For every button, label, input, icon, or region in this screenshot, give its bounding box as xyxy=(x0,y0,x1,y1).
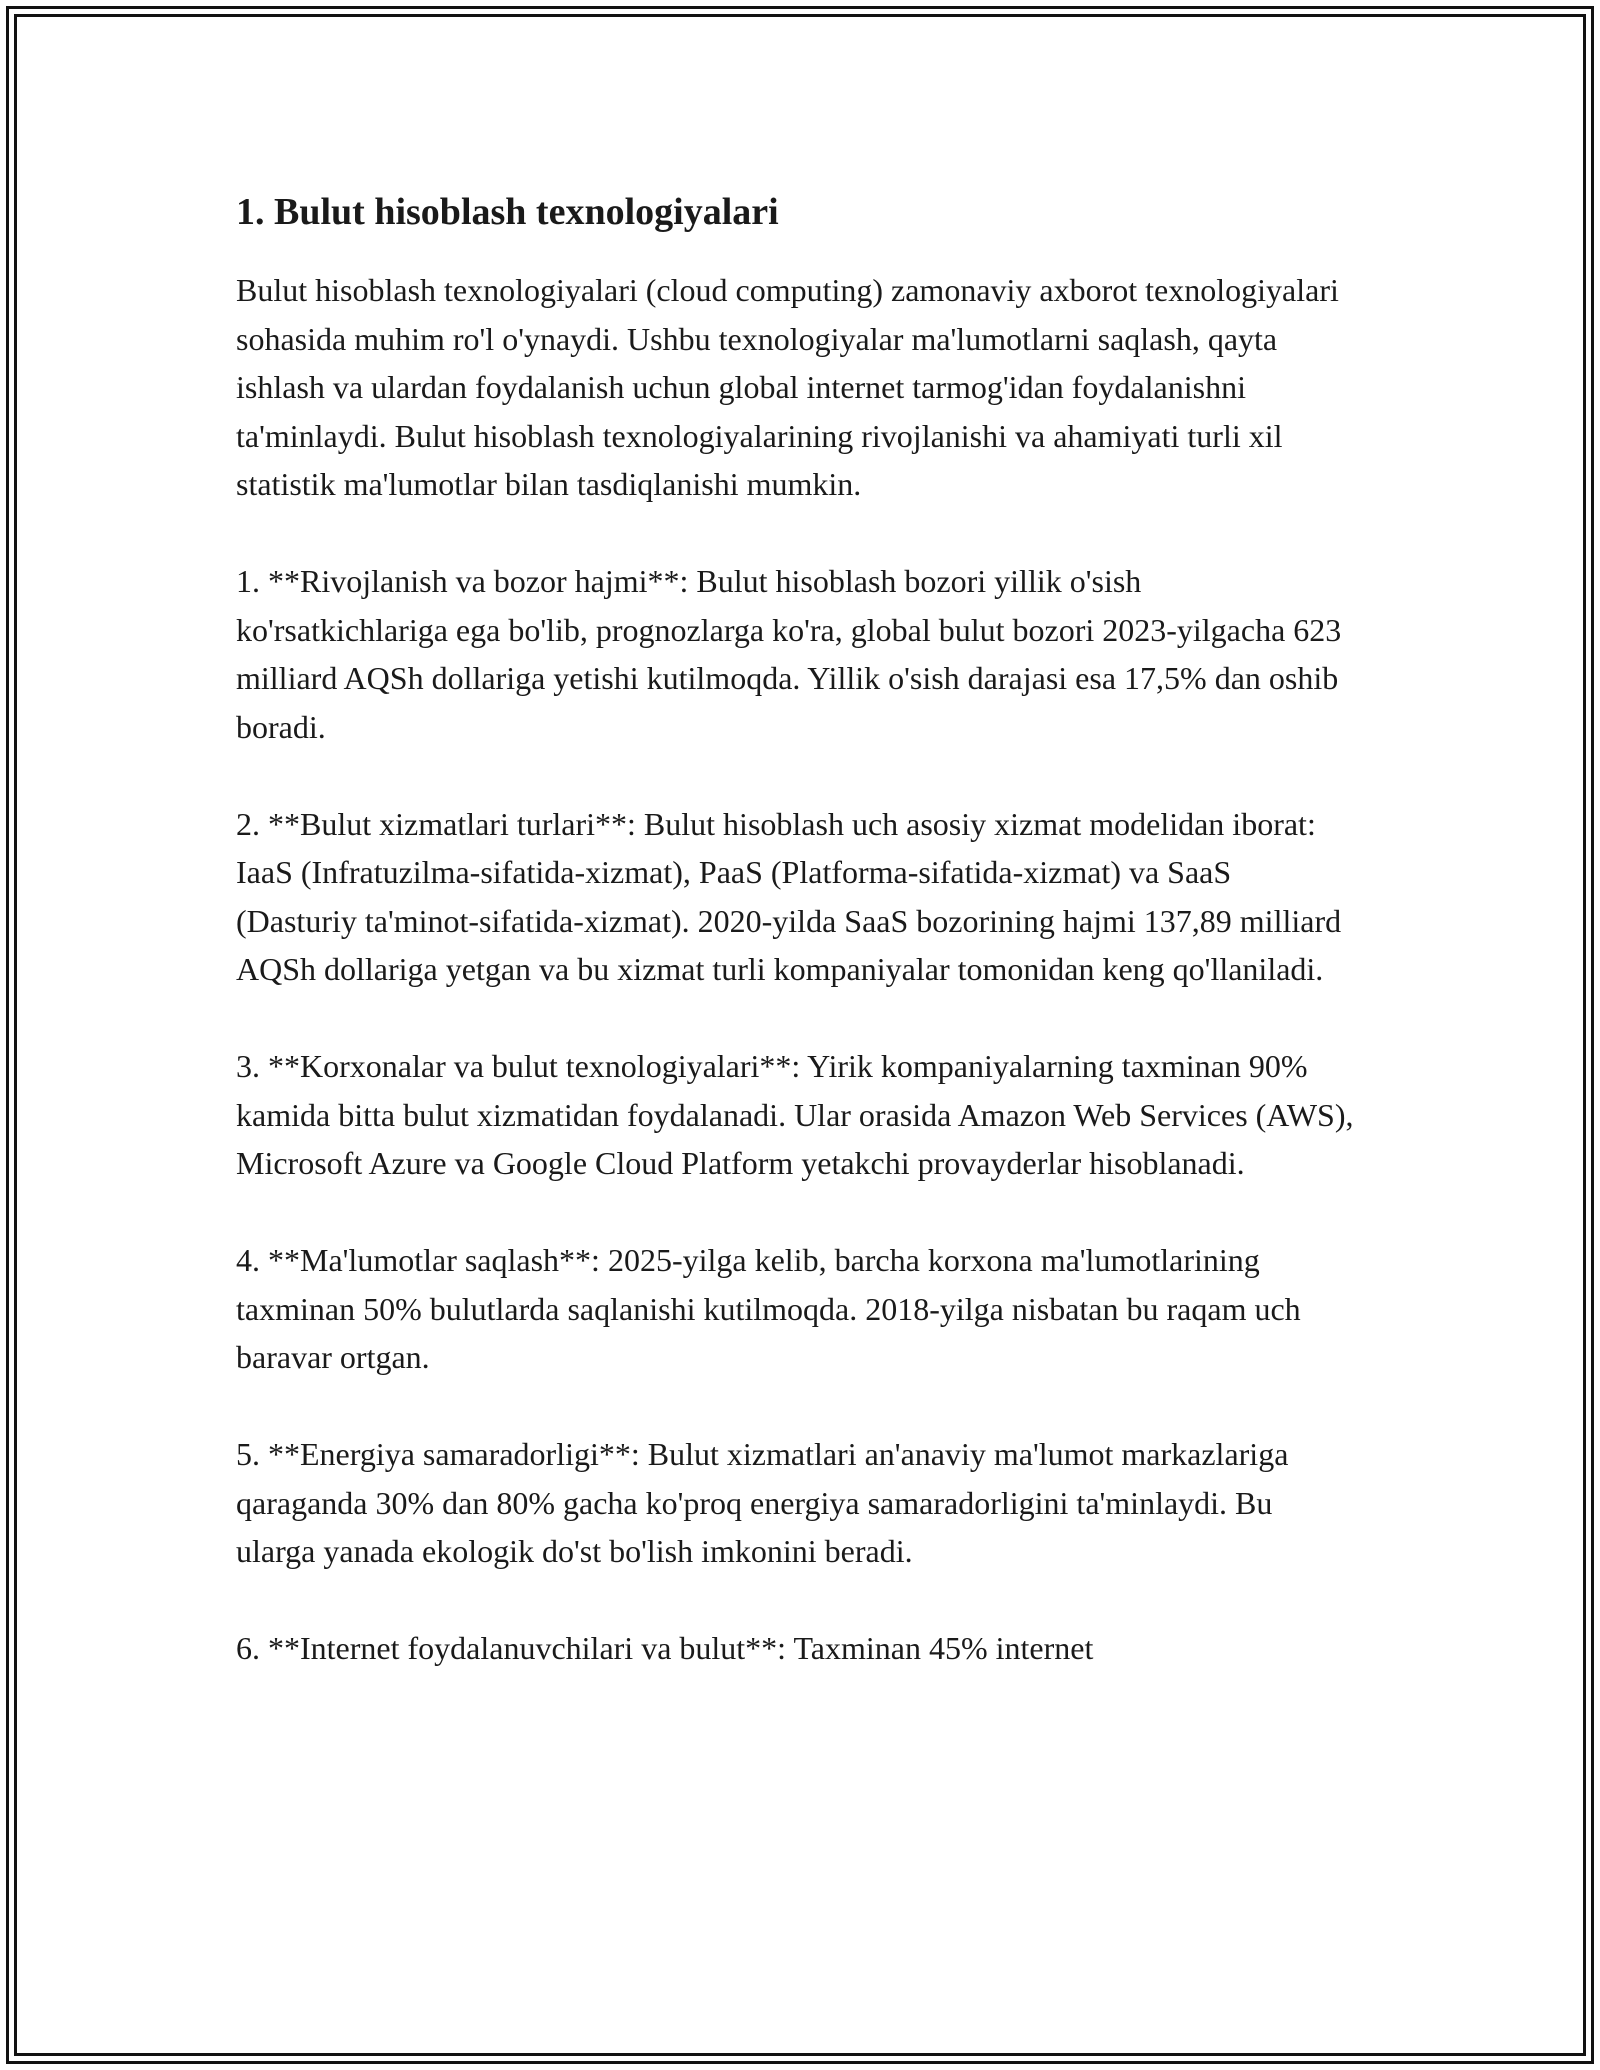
list-item-market-size: 1. **Rivojlanish va bozor hajmi**: Bulut hisoblash bozori yillik o'sish ko'rsatkichlariga ega bo'lib, prognozlarga ko'ra, global bulut bozori 2023-yilgacha 623 milliard AQSh dollariga yetishi kutilmoqda. Yillik o'sish darajasi esa 17,5% dan oshib boradi. xyxy=(236,563,1342,745)
document-title: 1. Bulut hisoblash texnologiyalari xyxy=(236,191,779,233)
document-page xyxy=(236,186,1356,1673)
list-item-data-storage: 4. **Ma'lumotlar saqlash**: 2025-yilga kelib, barcha korxona ma'lumotlarining taxminan 50% bulutlarda saqlanishi kutilmoqda. 2018-yilga nisbatan bu raqam uch baravar ortgan. xyxy=(236,1242,1301,1375)
list-item-service-types: 2. **Bulut xizmatlari turlari**: Bulut hisoblash uch asosiy xizmat modelidan iborat: IaaS (Infratuzilma-sifatida-xizmat), PaaS (Platforma-sifatida-xizmat) va SaaS (Dasturiy ta'minot-sifatida-xizmat). 2020-yilda SaaS bozorining hajmi 137,89 milliard AQSh dollariga yetgan va bu xizmat turli kompaniyalar tomonidan keng qo'llaniladi. xyxy=(236,805,1342,987)
list-item-internet-users: 6. **Internet foydalanuvchilari va bulut**: Taxminan 45% internet xyxy=(236,1630,1094,1666)
list-item-energy-efficiency: 5. **Energiya samaradorligi**: Bulut xizmatlari an'anaviy ma'lumot markazlariga qaraganda 30% dan 80% gacha ko'proq energiya samaradorligini ta'minlaydi. Bu ularga yanada ekologik do'st bo'lish imkonini beradi. xyxy=(236,1436,1289,1569)
list-item-enterprises: 3. **Korxonalar va bulut texnologiyalari**: Yirik kompaniyalarning taxminan 90% kamida bitta bulut xizmatidan foydalanadi. Ular orasida Amazon Web Services (AWS), Microsoft Azure va Google Cloud Platform yetakchi provayderlar hisoblanadi. xyxy=(236,1048,1354,1181)
intro-paragraph: Bulut hisoblash texnologiyalari (cloud computing) zamonaviy axborot texnologiyalari sohasida muhim ro'l o'ynaydi. Ushbu texnologiyalar ma'lumotlarni saqlash, qayta ishlash va ulardan foydalanish uchun global internet tarmog'idan foydalanishni ta'minlaydi. Bulut hisoblash texnologiyalarining rivojlanishi va ahamiyati turli xil statistik ma'lumotlar bilan tasdiqlanishi mumkin. xyxy=(236,272,1339,502)
